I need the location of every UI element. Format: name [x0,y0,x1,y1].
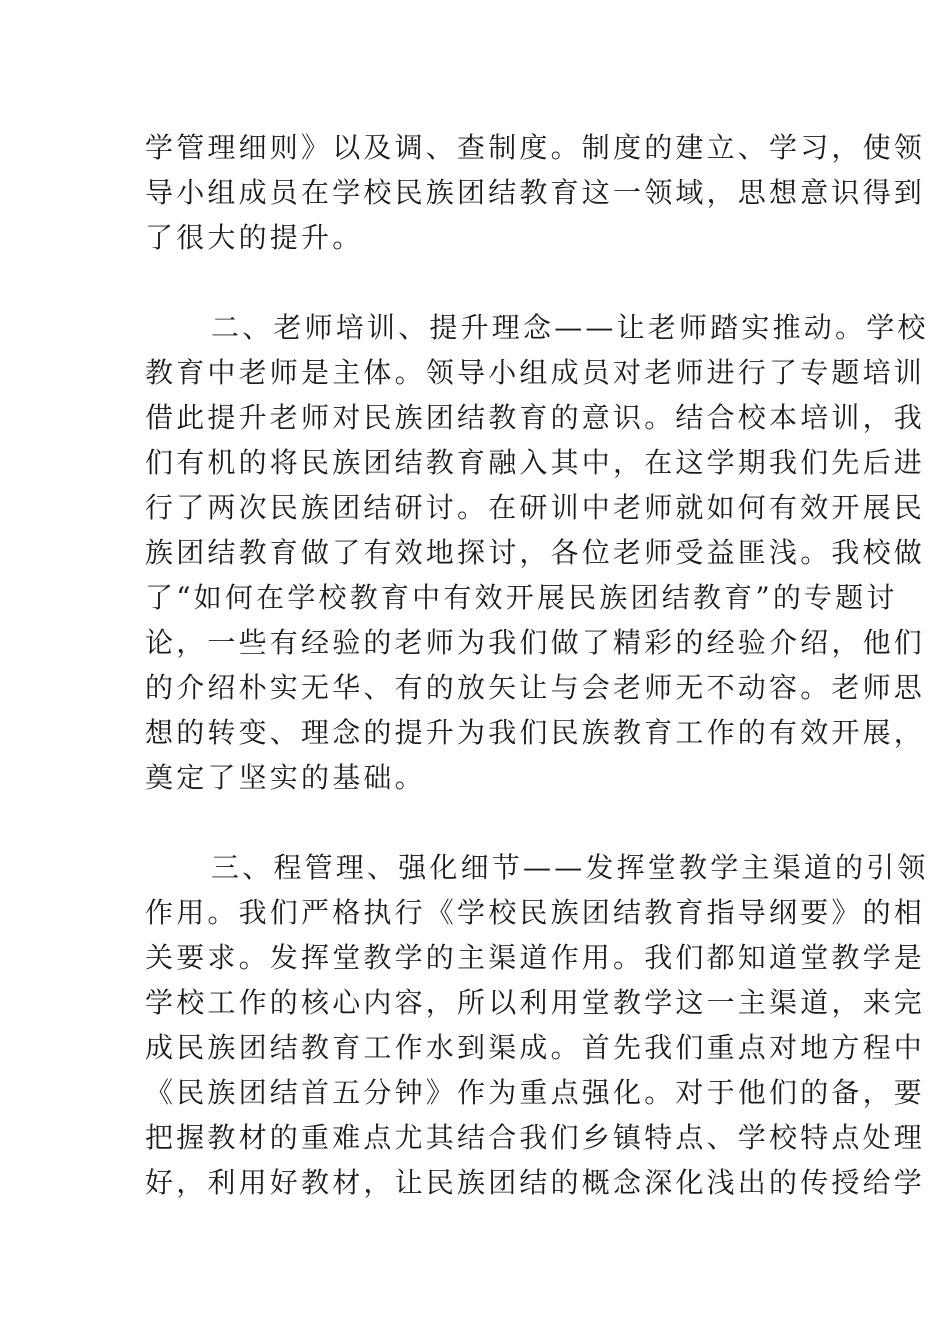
text-line: 的介绍朴实无华、有的放矢让与会老师无不动容。老师思 [145,671,926,704]
text-line: 教育中老师是主体。领导小组成员对老师进行了专题培训 [145,356,926,389]
text-line: 学校工作的核心内容，所以利用堂教学这一主渠道，来完 [145,986,926,1019]
paragraph-spacer [145,260,809,305]
text-line: 《民族团结首五分钟》作为重点强化。对于他们的备，要 [145,1076,926,1109]
text-line: 关要求。发挥堂教学的主渠道作用。我们都知道堂教学是 [145,941,926,974]
text-line: 族团结教育做了有效地探讨，各位老师受益匪浅。我校做 [145,536,926,569]
text-line: 导小组成员在学校民族团结教育这一领域，思想意识得到 [145,176,926,209]
text-line: 把握教材的重难点尤其结合我们乡镇特点、学校特点处理 [145,1121,926,1154]
text-line: 论，一些有经验的老师为我们做了精彩的经验介绍，他们 [145,626,926,659]
text-line: 奠定了坚实的基础。 [145,761,426,794]
text-line: 好，利用好教材，让民族团结的概念深化浅出的传授给学 [145,1166,926,1199]
text-line: 成民族团结教育工作水到渠成。首先我们重点对地方程中 [145,1031,926,1064]
text-line: 二、老师培训、提升理念——让老师踏实推动。学校 [211,311,929,344]
text-line: 三、程管理、强化细节——发挥堂教学主渠道的引领 [211,851,929,884]
document-body [145,125,929,1205]
paragraph-3 [145,845,929,1205]
paragraph-spacer [145,800,809,845]
text-line: 行了两次民族团结研讨。在研训中老师就如何有效开展民 [145,491,926,524]
text-line: 想的转变、理念的提升为我们民族教育工作的有效开展， [145,716,926,749]
text-line: 们有机的将民族团结教育融入其中，在这学期我们先后进 [145,446,926,479]
paragraph-1 [145,125,926,260]
text-line: 了“如何在学校教育中有效开展民族团结教育”的专题讨 [145,581,898,614]
text-line: 借此提升老师对民族团结教育的意识。结合校本培训，我 [145,401,926,434]
paragraph-2 [145,305,929,800]
text-line: 学管理细则》以及调、查制度。制度的建立、学习，使领 [145,131,926,164]
text-line: 了很大的提升。 [145,221,364,254]
text-line: 作用。我们严格执行《学校民族团结教育指导纲要》的相 [145,896,926,929]
